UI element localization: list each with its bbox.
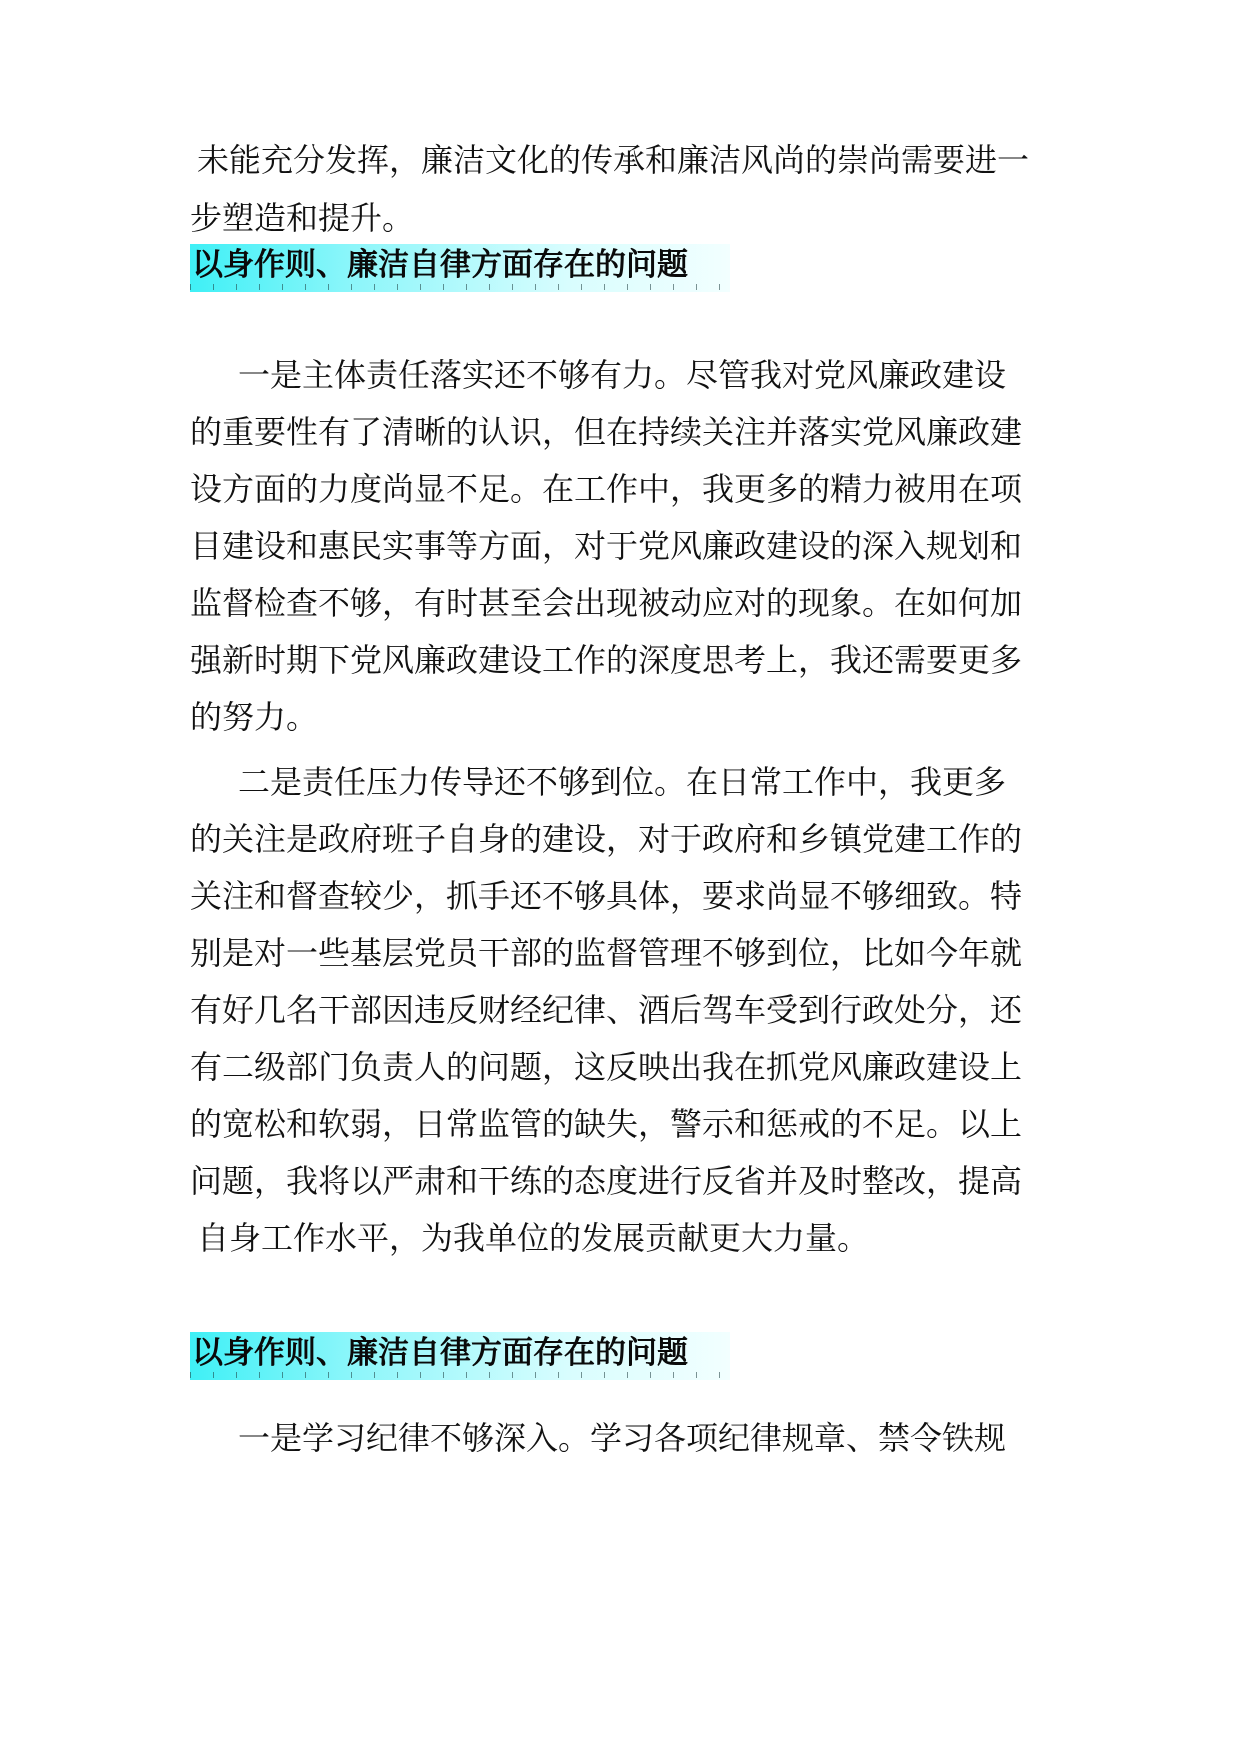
paragraph-line: 别是对一些基层党员干部的监督管理不够到位，比如今年就 xyxy=(190,934,1023,972)
paragraph-line: 有二级部门负责人的问题，这反映出我在抓党风廉政建设上 xyxy=(190,1048,1023,1086)
section-heading-text: 以身作则、廉洁自律方面存在的问题 xyxy=(192,247,688,283)
paragraph-line: 的宽松和软弱，日常监管的缺失，警示和惩戒的不足。以上 xyxy=(190,1105,1023,1143)
paragraph-line: 的重要性有了清晰的认识，但在持续关注并落实党风廉政建 xyxy=(190,413,1023,451)
heading-underline-decoration xyxy=(190,284,730,290)
intro-line: 未能充分发挥，廉洁文化的传承和廉洁风尚的崇尚需要进一 xyxy=(197,141,1030,179)
paragraph-line: 目建设和惠民实事等方面，对于党风廉政建设的深入规划和 xyxy=(190,527,1023,565)
paragraph-line: 问题，我将以严肃和干练的态度进行反省并及时整改，提高 xyxy=(190,1162,1023,1200)
heading-underline-decoration xyxy=(190,1372,730,1378)
paragraph-line: 关注和督查较少，抓手还不够具体，要求尚显不够细致。特 xyxy=(190,877,1023,915)
paragraph-line: 监督检查不够，有时甚至会出现被动应对的现象。在如何加 xyxy=(190,584,1023,622)
paragraph-line: 有好几名干部因违反财经纪律、酒后驾车受到行政处分，还 xyxy=(190,991,1023,1029)
section-heading xyxy=(190,244,730,292)
paragraph-line: 一是主体责任落实还不够有力。尽管我对党风廉政建设 xyxy=(238,356,1007,394)
section-heading-text: 以身作则、廉洁自律方面存在的问题 xyxy=(192,1335,688,1371)
section-heading xyxy=(190,1332,730,1380)
paragraph-line: 强新时期下党风廉政建设工作的深度思考上，我还需要更多 xyxy=(190,641,1023,679)
paragraph-line: 设方面的力度尚显不足。在工作中，我更多的精力被用在项 xyxy=(190,470,1023,508)
paragraph-line: 的关注是政府班子自身的建设，对于政府和乡镇党建工作的 xyxy=(190,820,1023,858)
paragraph-line: 二是责任压力传导还不够到位。在日常工作中，我更多 xyxy=(238,763,1007,801)
intro-line: 步塑造和提升。 xyxy=(190,199,415,237)
paragraph-line: 自身工作水平，为我单位的发展贡献更大力量。 xyxy=(197,1219,870,1257)
paragraph-line: 的努力。 xyxy=(190,698,319,736)
paragraph-line: 一是学习纪律不够深入。学习各项纪律规章、禁令铁规 xyxy=(238,1419,1007,1457)
